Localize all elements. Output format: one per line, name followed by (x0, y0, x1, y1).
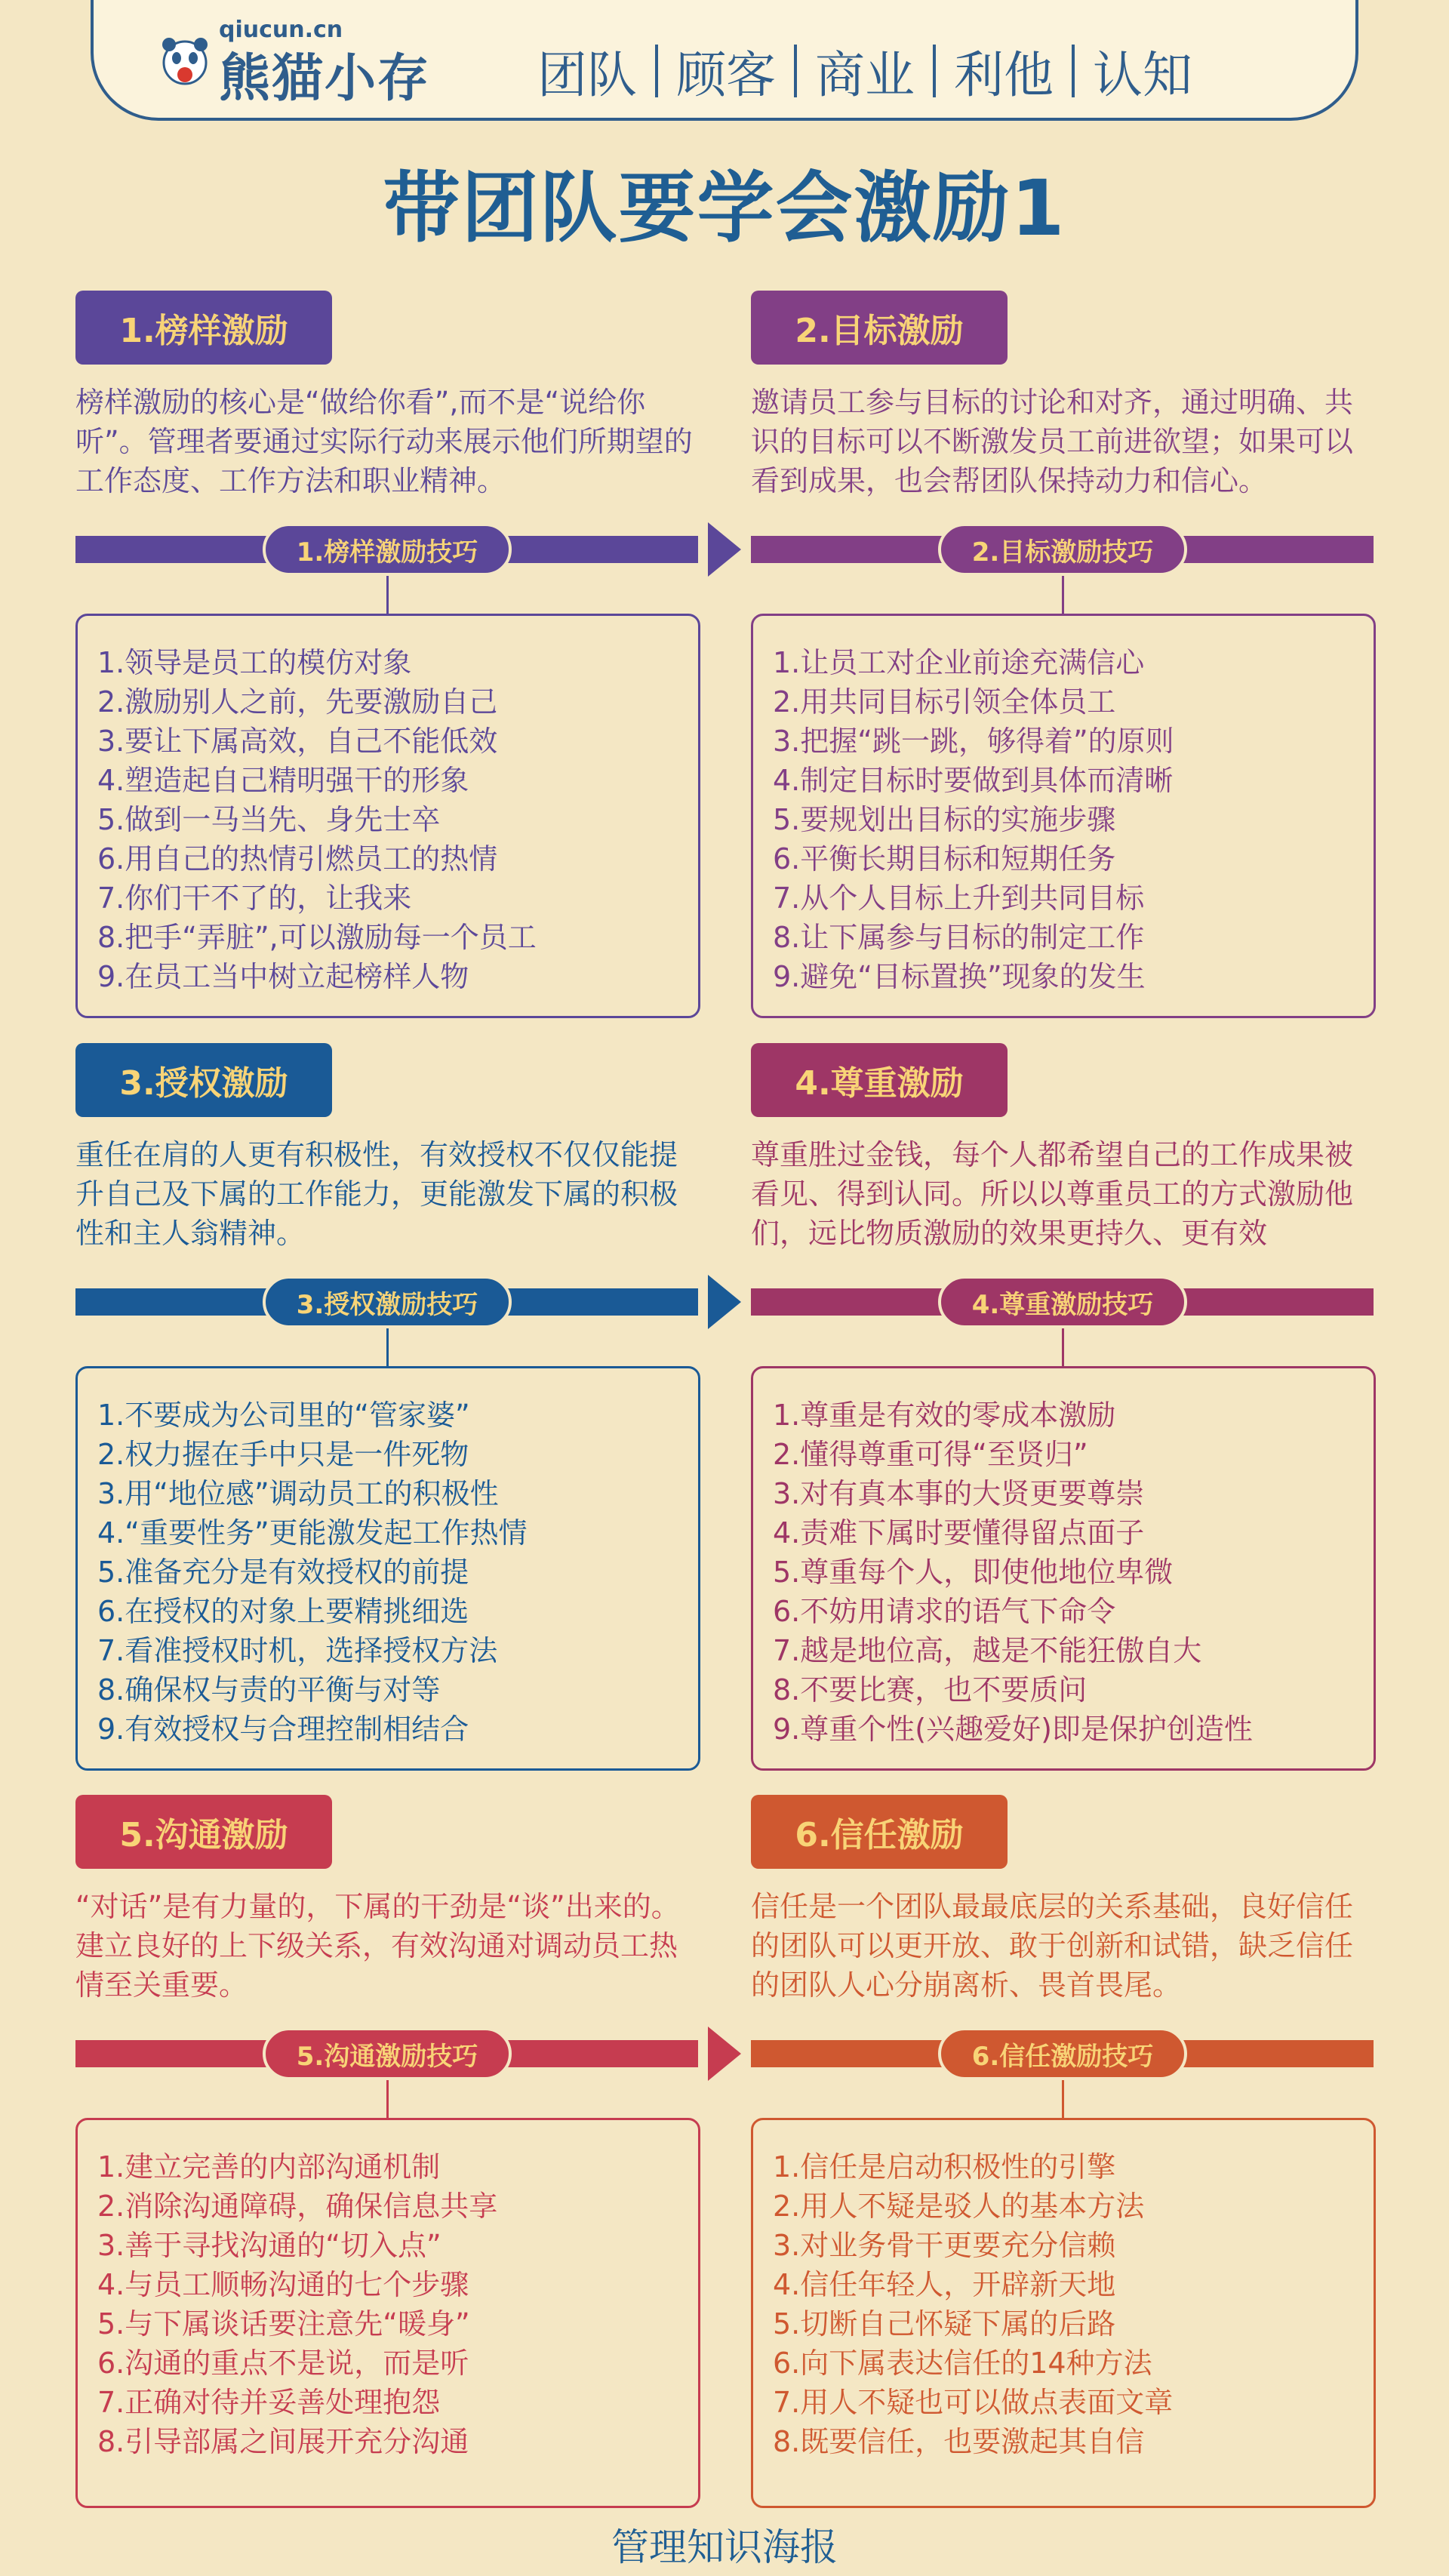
section-description: 邀请员工参与目标的讨论和对齐，通过明确、共识的目标可以不断激发员工前进欲望；如果可以看到成果，也会帮团队保持动力和信心。 (751, 386, 1354, 497)
tip-item: 7.从个人目标上升到共同目标 (773, 882, 1145, 915)
tip-item: 4.塑造起自己精明强干的形象 (97, 764, 469, 797)
tip-item: 5.要规划出目标的实施步骤 (773, 803, 1116, 836)
tip-item: 8.不要比赛，也不要质问 (773, 1673, 1088, 1707)
tip-item: 3.善于寻找沟通的“切入点” (97, 2229, 441, 2262)
tip-item: 1.不要成为公司里的“管家婆” (97, 1399, 470, 1432)
tip-item: 8.既要信任，也要激起其自信 (773, 2425, 1145, 2458)
tip-item: 2.用共同目标引领全体员工 (773, 685, 1116, 719)
tip-item: 5.准备充分是有效授权的前提 (97, 1556, 469, 1589)
tips-list (78, 616, 698, 996)
tip-item: 8.让下属参与目标的制定工作 (773, 921, 1145, 954)
arrow-right-icon (708, 1275, 741, 1329)
tip-item: 9.尊重个性(兴趣爱好)即是保护创造性 (773, 1713, 1253, 1746)
tips-list (753, 2120, 1374, 2461)
tip-item: 5.做到一马当先、身先士卒 (97, 803, 441, 836)
logo-url: qiucun.cn (219, 17, 343, 43)
tip-item: 6.不妨用请求的语气下命令 (773, 1595, 1116, 1628)
arrow-right-icon (708, 2027, 741, 2081)
nav-item-customer[interactable]: 顾客 (676, 46, 776, 104)
tip-item: 3.对有真本事的大贤更要尊崇 (773, 1477, 1145, 1510)
tips-box (751, 1366, 1376, 1771)
tip-item: 2.权力握在手中只是一件死物 (97, 1438, 469, 1471)
tips-list (78, 2120, 698, 2461)
tip-item: 2.懂得尊重可得“至贤归” (773, 1438, 1088, 1471)
tips-heading-pill: 5.沟通激励技巧 (263, 2027, 512, 2080)
tip-item: 6.在授权的对象上要精挑细选 (97, 1595, 469, 1628)
connector-line (1062, 576, 1064, 614)
arrow-right-icon (708, 522, 741, 577)
tips-box (75, 2118, 700, 2508)
tip-item: 9.在员工当中树立起榜样人物 (97, 960, 469, 993)
section-label: 1.榜样激励 (75, 291, 332, 365)
tip-item: 5.与下属谈话要注意先“暖身” (97, 2307, 470, 2341)
tip-item: 7.用人不疑也可以做点表面文章 (773, 2386, 1174, 2419)
tip-item: 1.建立完善的内部沟通机制 (97, 2150, 441, 2184)
footer-caption: 管理知识海报 (611, 2525, 838, 2569)
tip-item: 3.对业务骨干更要充分信赖 (773, 2229, 1116, 2262)
tip-item: 6.用自己的热情引燃员工的热情 (97, 842, 498, 876)
tips-heading-pill: 6.信任激励技巧 (938, 2027, 1187, 2080)
nav-divider (655, 45, 658, 97)
tips-heading-pill: 1.榜样激励技巧 (263, 523, 512, 576)
nav-item-team[interactable]: 团队 (537, 46, 637, 104)
tip-item: 6.向下属表达信任的14种方法 (773, 2347, 1152, 2380)
tip-item: 1.领导是员工的模仿对象 (97, 646, 412, 679)
connector-line (386, 576, 389, 614)
nav-divider (1072, 45, 1075, 97)
tip-item: 2.消除沟通障碍，确保信息共享 (97, 2190, 498, 2223)
tip-item: 8.把手“弄脏”,可以激励每一个员工 (97, 921, 537, 954)
tip-item: 4.“重要性务”更能激发起工作热情 (97, 1516, 528, 1550)
connector-line (386, 1328, 389, 1366)
section-label: 2.目标激励 (751, 291, 1008, 365)
nav-item-cognition[interactable]: 认知 (1093, 46, 1192, 104)
tip-item: 8.引导部属之间展开充分沟通 (97, 2425, 469, 2458)
tip-item: 4.责难下属时要懂得留点面子 (773, 1516, 1145, 1550)
section-label: 6.信任激励 (751, 1795, 1008, 1869)
logo-name: 熊猫小存 (219, 49, 431, 109)
tip-item: 5.切断自己怀疑下属的后路 (773, 2307, 1116, 2341)
connector-line (386, 2080, 389, 2118)
section-label: 4.尊重激励 (751, 1043, 1008, 1117)
section-description: 尊重胜过金钱，每个人都希望自己的工作成果被看见、得到认同。所以以尊重员工的方式激励他们，远比物质激励的效果更持久、更有效 (751, 1138, 1354, 1250)
tip-item: 7.看准授权时机，选择授权方法 (97, 1634, 498, 1667)
tip-item: 3.要让下属高效，自己不能低效 (97, 725, 498, 758)
section-description: 榜样激励的核心是“做给你看”,而不是“说给你听”。管理者要通过实际行动来展示他们所期望的工作态度、工作方法和职业精神。 (75, 386, 693, 497)
tip-item: 7.你们干不了的，让我来 (97, 882, 412, 915)
top-nav (537, 35, 1192, 106)
tips-list (753, 616, 1374, 996)
tips-box (751, 614, 1376, 1018)
nav-item-business[interactable]: 商业 (815, 46, 915, 104)
section-description: 重任在肩的人更有积极性，有效授权不仅仅能提升自己及下属的工作能力，更能激发下属的积极性和主人翁精神。 (75, 1138, 678, 1250)
page-title: 带团队要学会激励1 (383, 164, 1066, 254)
tip-item: 9.有效授权与合理控制相结合 (97, 1713, 469, 1746)
tip-item: 7.越是地位高，越是不能狂傲自大 (773, 1634, 1202, 1667)
tip-item: 5.尊重每个人，即使他地位卑微 (773, 1556, 1174, 1589)
section-description: “对话”是有力量的，下属的干劲是“谈”出来的。建立良好的上下级关系，有效沟通对调动员工热情至关重要。 (75, 1890, 680, 2002)
tip-item: 6.平衡长期目标和短期任务 (773, 842, 1116, 876)
panda-logo-icon (158, 34, 211, 87)
connector-line (1062, 2080, 1064, 2118)
tips-box (75, 1366, 700, 1771)
nav-divider (794, 45, 797, 97)
section-label: 5.沟通激励 (75, 1795, 332, 1869)
tip-item: 1.尊重是有效的零成本激励 (773, 1399, 1116, 1432)
tip-item: 7.正确对待并妥善处理抱怨 (97, 2386, 441, 2419)
tips-heading-pill: 4.尊重激励技巧 (938, 1276, 1187, 1328)
tip-item: 3.把握“跳一跳，够得着”的原则 (773, 725, 1174, 758)
tip-item: 8.确保权与责的平衡与对等 (97, 1673, 441, 1707)
nav-item-altruism[interactable]: 利他 (954, 46, 1054, 104)
connector-line (1062, 1328, 1064, 1366)
tips-heading-pill: 2.目标激励技巧 (938, 523, 1187, 576)
tips-list (753, 1368, 1374, 1749)
tip-item: 2.用人不疑是驳人的基本方法 (773, 2190, 1145, 2223)
tip-item: 6.沟通的重点不是说，而是听 (97, 2347, 469, 2380)
tip-item: 1.信任是启动积极性的引擎 (773, 2150, 1116, 2184)
nav-divider (933, 45, 936, 97)
section-label: 3.授权激励 (75, 1043, 332, 1117)
tip-item: 4.制定目标时要做到具体而清晰 (773, 764, 1174, 797)
tip-item: 2.激励别人之前，先要激励自己 (97, 685, 498, 719)
tips-box (75, 614, 700, 1018)
section-description: 信任是一个团队最最底层的关系基础，良好信任的团队可以更开放、敢于创新和试错，缺乏信任的团队人心分崩离析、畏首畏尾。 (751, 1890, 1354, 2002)
tip-item: 4.信任年轻人，开辟新天地 (773, 2268, 1116, 2301)
tip-item: 9.避免“目标置换”现象的发生 (773, 960, 1146, 993)
tip-item: 4.与员工顺畅沟通的七个步骤 (97, 2268, 469, 2301)
tips-box (751, 2118, 1376, 2508)
tip-item: 1.让员工对企业前途充满信心 (773, 646, 1145, 679)
tips-list (78, 1368, 698, 1749)
tips-heading-pill: 3.授权激励技巧 (263, 1276, 512, 1328)
tip-item: 3.用“地位感”调动员工的积极性 (97, 1477, 499, 1510)
